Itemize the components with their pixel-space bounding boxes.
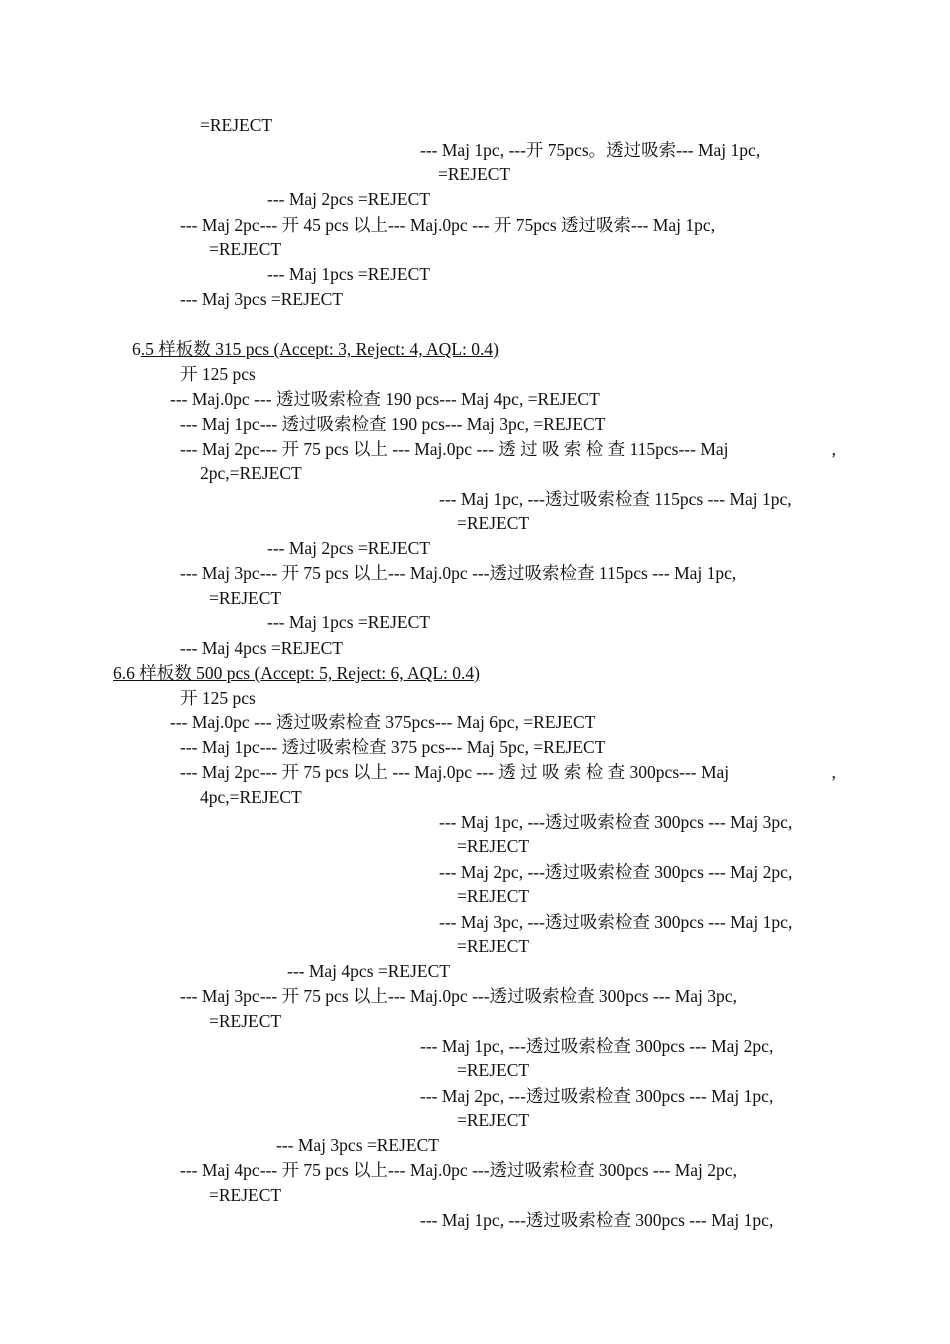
text-line-left: --- Maj 2pc--- 开 75 pcs 以上 --- Maj.0pc --- 透 过 吸 索 检 查 300pcs--- Maj (180, 762, 730, 782)
text-line: =REJECT (209, 1011, 282, 1031)
text-line: --- Maj 1pc, ---透过吸索检查 115pcs --- Maj 1pc, (439, 489, 792, 509)
text-line-left: --- Maj 2pc--- 开 75 pcs 以上 --- Maj.0pc --- 透 过 吸 索 检 查 115pcs--- Maj (180, 439, 729, 459)
text-line: --- Maj 1pc, ---开 75pcs。透过吸索--- Maj 1pc, (420, 140, 761, 160)
text-line: --- Maj 1pc, ---透过吸索检查 300pcs --- Maj 3pc, (439, 812, 793, 832)
text-line: --- Maj.0pc --- 透过吸索检查 375pcs--- Maj 6pc, =REJECT (170, 712, 596, 732)
text-line: =REJECT (457, 1060, 530, 1080)
text-line: =REJECT (200, 115, 273, 135)
text-line (180, 437, 836, 461)
text-line: =REJECT (457, 1110, 530, 1130)
text-line: =REJECT (457, 513, 530, 533)
section-heading-6-6: 6.6 样板数 500 pcs (Accept: 5, Reject: 6, AQL: 0.4) (113, 663, 480, 683)
text-line: --- Maj 1pc--- 透过吸索检查 190 pcs--- Maj 3pc, =REJECT (180, 414, 606, 434)
text-line: =REJECT (209, 239, 282, 259)
text-line: --- Maj 3pc--- 开 75 pcs 以上--- Maj.0pc ---透过吸索检查 115pcs --- Maj 1pc, (180, 563, 737, 583)
text-line: --- Maj 2pcs =REJECT (267, 538, 430, 558)
text-line-right: , (831, 439, 836, 459)
text-line: --- Maj.0pc --- 透过吸索检查 190 pcs--- Maj 4pc, =REJECT (170, 389, 600, 409)
text-line: --- Maj 1pcs =REJECT (267, 264, 430, 284)
text-line: =REJECT (209, 1185, 282, 1205)
text-line: --- Maj 4pcs =REJECT (287, 961, 450, 981)
text-line: --- Maj 3pc, ---透过吸索检查 300pcs --- Maj 1pc, (439, 912, 793, 932)
text-line: --- Maj 3pcs =REJECT (276, 1135, 439, 1155)
section-heading-6-5 (132, 337, 499, 361)
text-line: =REJECT (438, 164, 511, 184)
text-line: --- Maj 2pc--- 开 45 pcs 以上--- Maj.0pc --- 开 75pcs 透过吸索--- Maj 1pc, (180, 215, 716, 235)
text-line: --- Maj 3pcs =REJECT (180, 289, 343, 309)
text-line: =REJECT (457, 936, 530, 956)
text-line-right: , (831, 762, 836, 782)
text-line: --- Maj 4pc--- 开 75 pcs 以上--- Maj.0pc ---透过吸索检查 300pcs --- Maj 2pc, (180, 1160, 737, 1180)
text-line: 4pc,=REJECT (200, 787, 302, 807)
text-line: --- Maj 4pcs =REJECT (180, 638, 343, 658)
text-line: --- Maj 2pc, ---透过吸索检查 300pcs --- Maj 2pc, (439, 862, 793, 882)
heading-text: .5 样板数 315 pcs (Accept: 3, Reject: 4, AQL: 0.4) (140, 339, 499, 359)
text-line: --- Maj 1pc, ---透过吸索检查 300pcs --- Maj 1pc, (420, 1210, 774, 1230)
text-line: --- Maj 1pc, ---透过吸索检查 300pcs --- Maj 2pc, (420, 1036, 774, 1056)
heading-prefix: 6 (132, 339, 141, 359)
text-line: =REJECT (457, 886, 530, 906)
text-line (180, 760, 836, 784)
text-line: =REJECT (209, 588, 282, 608)
text-line: =REJECT (457, 836, 530, 856)
text-line: 开 125 pcs (180, 688, 256, 708)
text-line: --- Maj 1pcs =REJECT (267, 612, 430, 632)
text-line: 2pc,=REJECT (200, 463, 302, 483)
text-line: --- Maj 2pcs =REJECT (267, 189, 430, 209)
text-line: --- Maj 2pc, ---透过吸索检查 300pcs --- Maj 1pc, (420, 1086, 774, 1106)
text-line: --- Maj 3pc--- 开 75 pcs 以上--- Maj.0pc ---透过吸索检查 300pcs --- Maj 3pc, (180, 986, 737, 1006)
text-line: --- Maj 1pc--- 透过吸索检查 375 pcs--- Maj 5pc, =REJECT (180, 737, 606, 757)
text-line: 开 125 pcs (180, 364, 256, 384)
